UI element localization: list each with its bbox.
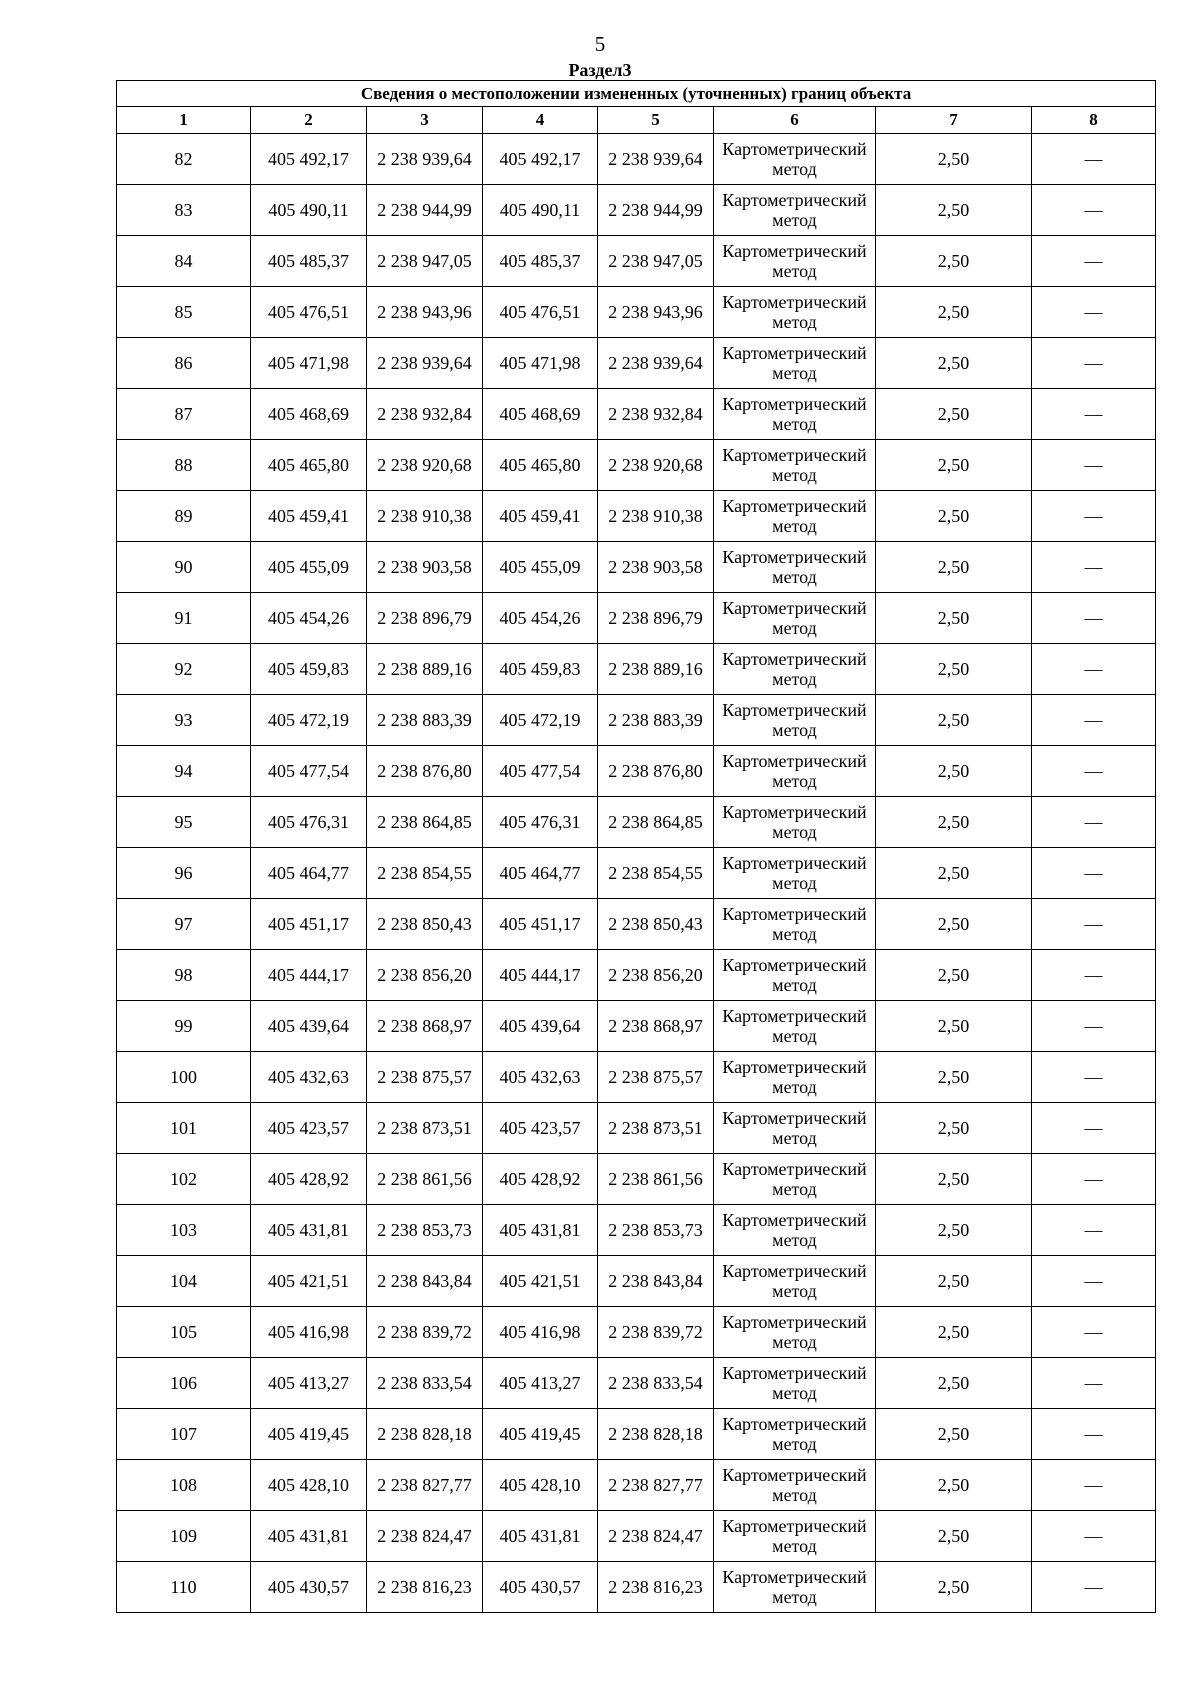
existing-y-cell: 2 238 943,96 (367, 287, 483, 338)
existing-y-cell: 2 238 827,77 (367, 1460, 483, 1511)
new-x-cell: 405 439,64 (483, 1001, 598, 1052)
point-number-cell: 95 (117, 797, 251, 848)
accuracy-cell: 2,50 (876, 389, 1032, 440)
method-cell: Картометрический метод (714, 1103, 876, 1154)
new-y-cell: 2 238 824,47 (598, 1511, 714, 1562)
new-x-cell: 405 485,37 (483, 236, 598, 287)
new-y-cell: 2 238 843,84 (598, 1256, 714, 1307)
existing-x-cell: 405 465,80 (251, 440, 367, 491)
accuracy-cell: 2,50 (876, 338, 1032, 389)
table-row (117, 491, 1156, 542)
new-y-cell: 2 238 939,64 (598, 338, 714, 389)
description-cell: — (1032, 185, 1156, 236)
point-number-cell: 93 (117, 695, 251, 746)
table-row (117, 1460, 1156, 1511)
section-title: Раздел3 (568, 60, 632, 80)
existing-y-cell: 2 238 816,23 (367, 1562, 483, 1613)
existing-y-cell: 2 238 903,58 (367, 542, 483, 593)
description-cell: — (1032, 644, 1156, 695)
existing-x-cell: 405 439,64 (251, 1001, 367, 1052)
point-number-cell: 87 (117, 389, 251, 440)
existing-x-cell: 405 490,11 (251, 185, 367, 236)
method-cell: Картометрический метод (714, 797, 876, 848)
point-number-cell: 85 (117, 287, 251, 338)
existing-y-cell: 2 238 939,64 (367, 134, 483, 185)
existing-x-cell: 405 477,54 (251, 746, 367, 797)
page-number: 5 (594, 32, 606, 56)
existing-y-cell: 2 238 868,97 (367, 1001, 483, 1052)
existing-y-cell: 2 238 876,80 (367, 746, 483, 797)
new-y-cell: 2 238 854,55 (598, 848, 714, 899)
new-y-cell: 2 238 932,84 (598, 389, 714, 440)
method-cell: Картометрический метод (714, 542, 876, 593)
table-row (117, 1103, 1156, 1154)
point-number-cell: 108 (117, 1460, 251, 1511)
existing-x-cell: 405 431,81 (251, 1205, 367, 1256)
existing-x-cell: 405 421,51 (251, 1256, 367, 1307)
method-cell: Картометрический метод (714, 1562, 876, 1613)
existing-y-cell: 2 238 947,05 (367, 236, 483, 287)
description-cell: — (1032, 389, 1156, 440)
table-row (117, 236, 1156, 287)
existing-y-cell: 2 238 850,43 (367, 899, 483, 950)
point-number-cell: 90 (117, 542, 251, 593)
new-x-cell: 405 430,57 (483, 1562, 598, 1613)
point-number-cell: 100 (117, 1052, 251, 1103)
point-number-cell: 96 (117, 848, 251, 899)
new-x-cell: 405 459,41 (483, 491, 598, 542)
point-number-cell: 89 (117, 491, 251, 542)
existing-y-cell: 2 238 920,68 (367, 440, 483, 491)
table-row (117, 593, 1156, 644)
existing-y-cell: 2 238 856,20 (367, 950, 483, 1001)
accuracy-cell: 2,50 (876, 1511, 1032, 1562)
existing-y-cell: 2 238 939,64 (367, 338, 483, 389)
description-cell: — (1032, 1409, 1156, 1460)
table-row (117, 542, 1156, 593)
table-body (117, 134, 1156, 1613)
point-number-cell: 98 (117, 950, 251, 1001)
description-cell: — (1032, 1358, 1156, 1409)
description-cell: — (1032, 848, 1156, 899)
method-cell: Картометрический метод (714, 899, 876, 950)
accuracy-cell: 2,50 (876, 1001, 1032, 1052)
point-number-cell: 106 (117, 1358, 251, 1409)
description-cell: — (1032, 797, 1156, 848)
new-x-cell: 405 490,11 (483, 185, 598, 236)
existing-y-cell: 2 238 873,51 (367, 1103, 483, 1154)
new-x-cell: 405 428,10 (483, 1460, 598, 1511)
column-number: 7 (876, 107, 1032, 134)
description-cell: — (1032, 950, 1156, 1001)
method-cell: Картометрический метод (714, 695, 876, 746)
method-cell: Картометрический метод (714, 440, 876, 491)
point-number-cell: 91 (117, 593, 251, 644)
accuracy-cell: 2,50 (876, 440, 1032, 491)
table-row (117, 1358, 1156, 1409)
method-cell: Картометрический метод (714, 338, 876, 389)
point-number-cell: 86 (117, 338, 251, 389)
new-y-cell: 2 238 856,20 (598, 950, 714, 1001)
existing-x-cell: 405 430,57 (251, 1562, 367, 1613)
existing-x-cell: 405 423,57 (251, 1103, 367, 1154)
accuracy-cell: 2,50 (876, 185, 1032, 236)
existing-x-cell: 405 444,17 (251, 950, 367, 1001)
new-x-cell: 405 476,31 (483, 797, 598, 848)
method-cell: Картометрический метод (714, 1358, 876, 1409)
new-x-cell: 405 468,69 (483, 389, 598, 440)
method-cell: Картометрический метод (714, 389, 876, 440)
existing-x-cell: 405 492,17 (251, 134, 367, 185)
new-x-cell: 405 423,57 (483, 1103, 598, 1154)
new-x-cell: 405 455,09 (483, 542, 598, 593)
existing-x-cell: 405 455,09 (251, 542, 367, 593)
description-cell: — (1032, 1154, 1156, 1205)
table-row (117, 1052, 1156, 1103)
table-row (117, 338, 1156, 389)
description-cell: — (1032, 1307, 1156, 1358)
column-number: 8 (1032, 107, 1156, 134)
existing-y-cell: 2 238 932,84 (367, 389, 483, 440)
table-row (117, 950, 1156, 1001)
description-cell: — (1032, 440, 1156, 491)
column-number: 1 (117, 107, 251, 134)
existing-y-cell: 2 238 889,16 (367, 644, 483, 695)
new-y-cell: 2 238 864,85 (598, 797, 714, 848)
existing-x-cell: 405 431,81 (251, 1511, 367, 1562)
new-y-cell: 2 238 903,58 (598, 542, 714, 593)
table-row (117, 797, 1156, 848)
new-x-cell: 405 432,63 (483, 1052, 598, 1103)
table-row (117, 1511, 1156, 1562)
existing-x-cell: 405 451,17 (251, 899, 367, 950)
accuracy-cell: 2,50 (876, 899, 1032, 950)
new-x-cell: 405 416,98 (483, 1307, 598, 1358)
column-number: 4 (483, 107, 598, 134)
table-row (117, 1205, 1156, 1256)
new-y-cell: 2 238 861,56 (598, 1154, 714, 1205)
accuracy-cell: 2,50 (876, 746, 1032, 797)
method-cell: Картометрический метод (714, 950, 876, 1001)
description-cell: — (1032, 491, 1156, 542)
table-caption: Сведения о местоположении измененных (уточненных) границ объекта (117, 81, 1156, 107)
point-number-cell: 83 (117, 185, 251, 236)
column-number: 2 (251, 107, 367, 134)
table-row (117, 440, 1156, 491)
existing-y-cell: 2 238 828,18 (367, 1409, 483, 1460)
accuracy-cell: 2,50 (876, 1103, 1032, 1154)
accuracy-cell: 2,50 (876, 644, 1032, 695)
description-cell: — (1032, 1205, 1156, 1256)
new-x-cell: 405 454,26 (483, 593, 598, 644)
method-cell: Картометрический метод (714, 491, 876, 542)
table-row (117, 746, 1156, 797)
existing-y-cell: 2 238 864,85 (367, 797, 483, 848)
point-number-cell: 94 (117, 746, 251, 797)
existing-y-cell: 2 238 824,47 (367, 1511, 483, 1562)
new-y-cell: 2 238 875,57 (598, 1052, 714, 1103)
existing-x-cell: 405 413,27 (251, 1358, 367, 1409)
new-y-cell: 2 238 833,54 (598, 1358, 714, 1409)
method-cell: Картометрический метод (714, 1154, 876, 1205)
description-cell: — (1032, 695, 1156, 746)
accuracy-cell: 2,50 (876, 1460, 1032, 1511)
new-x-cell: 405 419,45 (483, 1409, 598, 1460)
new-y-cell: 2 238 910,38 (598, 491, 714, 542)
new-y-cell: 2 238 873,51 (598, 1103, 714, 1154)
method-cell: Картометрический метод (714, 746, 876, 797)
method-cell: Картометрический метод (714, 1307, 876, 1358)
existing-x-cell: 405 476,51 (251, 287, 367, 338)
existing-x-cell: 405 432,63 (251, 1052, 367, 1103)
method-cell: Картометрический метод (714, 1256, 876, 1307)
method-cell: Картометрический метод (714, 1511, 876, 1562)
new-x-cell: 405 464,77 (483, 848, 598, 899)
table-row (117, 1154, 1156, 1205)
new-x-cell: 405 476,51 (483, 287, 598, 338)
point-number-cell: 110 (117, 1562, 251, 1613)
table-row (117, 1001, 1156, 1052)
accuracy-cell: 2,50 (876, 1307, 1032, 1358)
description-cell: — (1032, 1256, 1156, 1307)
new-x-cell: 405 431,81 (483, 1205, 598, 1256)
description-cell: — (1032, 1103, 1156, 1154)
accuracy-cell: 2,50 (876, 950, 1032, 1001)
existing-y-cell: 2 238 896,79 (367, 593, 483, 644)
method-cell: Картометрический метод (714, 287, 876, 338)
point-number-cell: 82 (117, 134, 251, 185)
accuracy-cell: 2,50 (876, 491, 1032, 542)
point-number-cell: 92 (117, 644, 251, 695)
accuracy-cell: 2,50 (876, 695, 1032, 746)
table-row (117, 287, 1156, 338)
existing-x-cell: 405 468,69 (251, 389, 367, 440)
description-cell: — (1032, 1001, 1156, 1052)
existing-x-cell: 405 454,26 (251, 593, 367, 644)
existing-x-cell: 405 471,98 (251, 338, 367, 389)
column-number: 6 (714, 107, 876, 134)
description-cell: — (1032, 1562, 1156, 1613)
description-cell: — (1032, 746, 1156, 797)
existing-x-cell: 405 416,98 (251, 1307, 367, 1358)
accuracy-cell: 2,50 (876, 797, 1032, 848)
description-cell: — (1032, 1511, 1156, 1562)
method-cell: Картометрический метод (714, 134, 876, 185)
new-y-cell: 2 238 816,23 (598, 1562, 714, 1613)
new-y-cell: 2 238 947,05 (598, 236, 714, 287)
existing-y-cell: 2 238 861,56 (367, 1154, 483, 1205)
description-cell: — (1032, 1052, 1156, 1103)
accuracy-cell: 2,50 (876, 1256, 1032, 1307)
accuracy-cell: 2,50 (876, 1154, 1032, 1205)
accuracy-cell: 2,50 (876, 287, 1032, 338)
point-number-cell: 97 (117, 899, 251, 950)
new-y-cell: 2 238 896,79 (598, 593, 714, 644)
column-number: 5 (598, 107, 714, 134)
existing-x-cell: 405 464,77 (251, 848, 367, 899)
existing-y-cell: 2 238 883,39 (367, 695, 483, 746)
new-y-cell: 2 238 827,77 (598, 1460, 714, 1511)
new-y-cell: 2 238 828,18 (598, 1409, 714, 1460)
existing-x-cell: 405 472,19 (251, 695, 367, 746)
existing-y-cell: 2 238 839,72 (367, 1307, 483, 1358)
new-x-cell: 405 451,17 (483, 899, 598, 950)
method-cell: Картометрический метод (714, 1205, 876, 1256)
method-cell: Картометрический метод (714, 848, 876, 899)
table-row (117, 185, 1156, 236)
existing-x-cell: 405 459,83 (251, 644, 367, 695)
description-cell: — (1032, 287, 1156, 338)
existing-x-cell: 405 428,10 (251, 1460, 367, 1511)
method-cell: Картометрический метод (714, 1052, 876, 1103)
new-y-cell: 2 238 868,97 (598, 1001, 714, 1052)
new-y-cell: 2 238 920,68 (598, 440, 714, 491)
existing-y-cell: 2 238 875,57 (367, 1052, 483, 1103)
new-x-cell: 405 492,17 (483, 134, 598, 185)
new-x-cell: 405 421,51 (483, 1256, 598, 1307)
method-cell: Картометрический метод (714, 1409, 876, 1460)
table-row (117, 848, 1156, 899)
existing-y-cell: 2 238 944,99 (367, 185, 483, 236)
description-cell: — (1032, 236, 1156, 287)
existing-x-cell: 405 485,37 (251, 236, 367, 287)
table-row (117, 134, 1156, 185)
new-x-cell: 405 431,81 (483, 1511, 598, 1562)
method-cell: Картометрический метод (714, 593, 876, 644)
accuracy-cell: 2,50 (876, 542, 1032, 593)
existing-y-cell: 2 238 854,55 (367, 848, 483, 899)
accuracy-cell: 2,50 (876, 1409, 1032, 1460)
accuracy-cell: 2,50 (876, 236, 1032, 287)
point-number-cell: 101 (117, 1103, 251, 1154)
new-x-cell: 405 413,27 (483, 1358, 598, 1409)
new-x-cell: 405 472,19 (483, 695, 598, 746)
new-x-cell: 405 428,92 (483, 1154, 598, 1205)
description-cell: — (1032, 542, 1156, 593)
point-number-cell: 103 (117, 1205, 251, 1256)
method-cell: Картометрический метод (714, 1460, 876, 1511)
existing-x-cell: 405 459,41 (251, 491, 367, 542)
description-cell: — (1032, 593, 1156, 644)
new-y-cell: 2 238 939,64 (598, 134, 714, 185)
existing-x-cell: 405 419,45 (251, 1409, 367, 1460)
point-number-cell: 105 (117, 1307, 251, 1358)
boundary-coordinates-table (116, 80, 1156, 1613)
method-cell: Картометрический метод (714, 644, 876, 695)
new-y-cell: 2 238 850,43 (598, 899, 714, 950)
table-row (117, 1562, 1156, 1613)
accuracy-cell: 2,50 (876, 134, 1032, 185)
table-row (117, 1409, 1156, 1460)
new-y-cell: 2 238 943,96 (598, 287, 714, 338)
method-cell: Картометрический метод (714, 185, 876, 236)
accuracy-cell: 2,50 (876, 1358, 1032, 1409)
new-x-cell: 405 471,98 (483, 338, 598, 389)
accuracy-cell: 2,50 (876, 1205, 1032, 1256)
new-x-cell: 405 477,54 (483, 746, 598, 797)
description-cell: — (1032, 899, 1156, 950)
existing-y-cell: 2 238 833,54 (367, 1358, 483, 1409)
point-number-cell: 99 (117, 1001, 251, 1052)
table-row (117, 1256, 1156, 1307)
description-cell: — (1032, 1460, 1156, 1511)
accuracy-cell: 2,50 (876, 1562, 1032, 1613)
description-cell: — (1032, 338, 1156, 389)
accuracy-cell: 2,50 (876, 848, 1032, 899)
table-row (117, 695, 1156, 746)
new-y-cell: 2 238 883,39 (598, 695, 714, 746)
new-x-cell: 405 465,80 (483, 440, 598, 491)
method-cell: Картометрический метод (714, 1001, 876, 1052)
new-y-cell: 2 238 839,72 (598, 1307, 714, 1358)
column-number: 3 (367, 107, 483, 134)
new-y-cell: 2 238 889,16 (598, 644, 714, 695)
point-number-cell: 84 (117, 236, 251, 287)
new-y-cell: 2 238 944,99 (598, 185, 714, 236)
table-row (117, 899, 1156, 950)
description-cell: — (1032, 134, 1156, 185)
point-number-cell: 107 (117, 1409, 251, 1460)
table-row (117, 389, 1156, 440)
new-y-cell: 2 238 876,80 (598, 746, 714, 797)
accuracy-cell: 2,50 (876, 593, 1032, 644)
method-cell: Картометрический метод (714, 236, 876, 287)
existing-x-cell: 405 428,92 (251, 1154, 367, 1205)
point-number-cell: 102 (117, 1154, 251, 1205)
column-number-row (117, 107, 1156, 134)
table-row (117, 644, 1156, 695)
accuracy-cell: 2,50 (876, 1052, 1032, 1103)
existing-x-cell: 405 476,31 (251, 797, 367, 848)
new-x-cell: 405 444,17 (483, 950, 598, 1001)
point-number-cell: 104 (117, 1256, 251, 1307)
existing-y-cell: 2 238 843,84 (367, 1256, 483, 1307)
existing-y-cell: 2 238 853,73 (367, 1205, 483, 1256)
table-row (117, 1307, 1156, 1358)
point-number-cell: 88 (117, 440, 251, 491)
new-x-cell: 405 459,83 (483, 644, 598, 695)
point-number-cell: 109 (117, 1511, 251, 1562)
existing-y-cell: 2 238 910,38 (367, 491, 483, 542)
new-y-cell: 2 238 853,73 (598, 1205, 714, 1256)
